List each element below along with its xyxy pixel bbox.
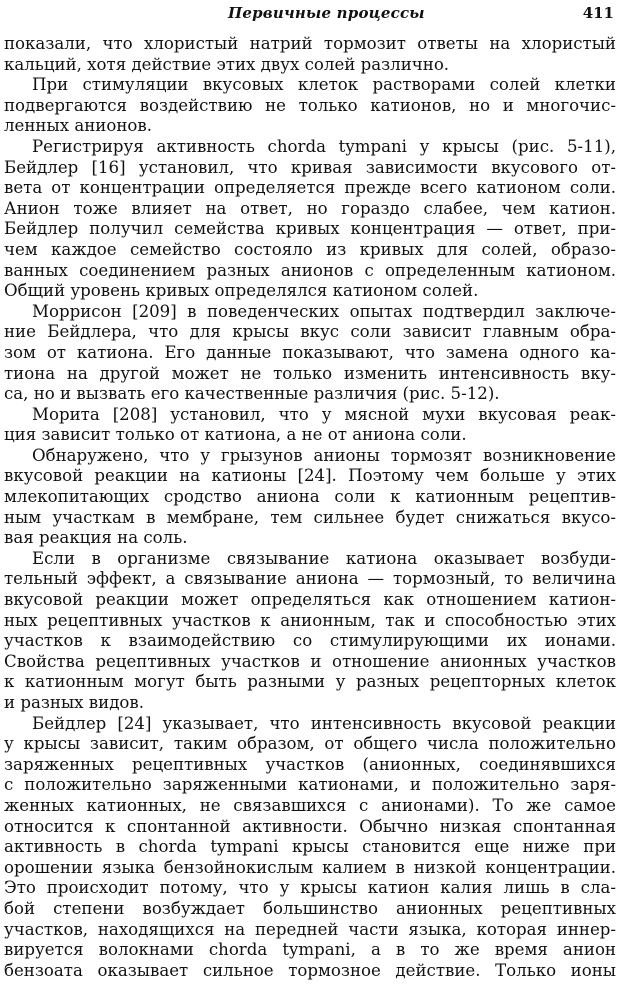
text-line: вкусовой реакции на катионы [24]. Поэтому чем больше у этих <box>4 466 616 486</box>
text-line: са, но и вызвать его качественные различия (рис. 5-12). <box>4 384 500 404</box>
text-line: Моррисон [209] в поведенческих опытах подтвердил заключе- <box>32 301 616 321</box>
text-line: Анион тоже влияет на ответ, но гораздо слабее, чем катион. <box>4 198 616 218</box>
text-line: Это происходит потому, что у крысы катион калия лишь в сла- <box>4 878 616 898</box>
text-line: чем каждое семейство состояло из кривых для солей, образо- <box>4 239 616 259</box>
text-line: к катионным могут быть разными у разных рецепторных клеток <box>4 672 616 692</box>
text-line: ным участкам в мембране, тем сильнее будет снижаться вкусо- <box>4 507 616 527</box>
text-line: относится к спонтанной активности. Обычно низкая спонтанная <box>4 816 616 836</box>
text-line: вируется волокнами chorda tympani, а в то же время анион <box>4 940 616 960</box>
text-line: вета от концентрации определяется прежде всего катионом соли. <box>4 178 616 198</box>
page-header <box>0 4 620 26</box>
text-line: Если в организме связывание катиона оказывает возбуди- <box>32 548 616 568</box>
text-line: ленных анионов. <box>4 116 152 136</box>
text-line: Обнаружено, что у грызунов анионы тормозят возникновение <box>32 445 616 465</box>
text-line: Бейдлер [16] установил, что кривая зависимости вкусового от- <box>4 157 616 177</box>
text-line: Бейдлер получил семейства кривых концентрация — ответ, при- <box>4 219 616 239</box>
text-line: ных рецептивных участков к анионным, так и способностью этих <box>4 610 616 630</box>
page-number: 411 <box>582 4 614 22</box>
text-line: заряженных рецептивных участков (анионных, соединявшихся <box>4 754 616 774</box>
text-line: женных катионных, не связавшихся с анионами). То же самое <box>4 795 616 815</box>
text-line: млекопитающих сродство аниона соли к катионным рецептив- <box>4 487 616 507</box>
text-line: ция зависит только от катиона, а не от аниона соли. <box>4 425 467 445</box>
text-line: участков, находящихся на передней части языка, которая иннер- <box>4 919 616 939</box>
text-line: Морита [208] установил, что у мясной мухи вкусовая реак- <box>32 404 616 424</box>
text-line: вая реакция на соль. <box>4 528 188 548</box>
text-line: Общий уровень кривых определялся катионом солей. <box>4 281 479 301</box>
text-line: участков к взаимодействию со стимулирующими их ионами. <box>4 631 616 651</box>
text-line: При стимуляции вкусовых клеток растворами солей клетки <box>32 75 616 95</box>
running-title: Первичные процессы <box>228 4 425 22</box>
text-line: показали, что хлористый натрий тормозит ответы на хлористый <box>4 34 616 53</box>
text-line: Бейдлер [24] указывает, что интенсивность вкусовой реакции <box>32 713 616 733</box>
text-line: активность в chorda tympani крысы становится еще ниже при <box>4 837 616 857</box>
text-line: Свойства рецептивных участков и отношение анионных участков <box>4 651 616 671</box>
text-line: тельный эффект, а связывание аниона — тормозный, то величина <box>4 569 616 589</box>
text-line: бой степени возбуждает большинство анионных рецептивных <box>4 898 616 918</box>
text-line: у крысы зависит, таким образом, от общего числа положительно <box>4 734 616 754</box>
text-line: тиона на другой может не только изменить интенсивность вку- <box>4 363 616 383</box>
text-line: бензоата оказывает сильное тормозное действие. Только ионы <box>4 960 616 980</box>
text-line: подвергаются воздействию не только катионов, но и многочис- <box>4 95 616 115</box>
text-line: вкусовой реакции может определяться как отношением катион- <box>4 590 616 610</box>
text-line: Регистрируя активность chorda tympani у крысы (рис. 5-11), <box>32 136 616 156</box>
body-text <box>4 34 616 981</box>
text-line: ванных соединением разных анионов с определенным катионом. <box>4 260 616 280</box>
text-line: с положительно заряженными катионами, и положительно заря- <box>4 775 616 795</box>
text-line: и разных видов. <box>4 693 145 712</box>
text-line: кальций, хотя действие этих двух солей различно. <box>4 54 450 74</box>
text-line: ние Бейдлера, что для крысы вкус соли зависит главным обра- <box>4 322 616 342</box>
text-line: зом от катиона. Его данные показывают, что замена одного ка- <box>4 342 616 362</box>
text-line: орошении языка бензойнокислым калием в низкой концентрации. <box>4 857 616 877</box>
